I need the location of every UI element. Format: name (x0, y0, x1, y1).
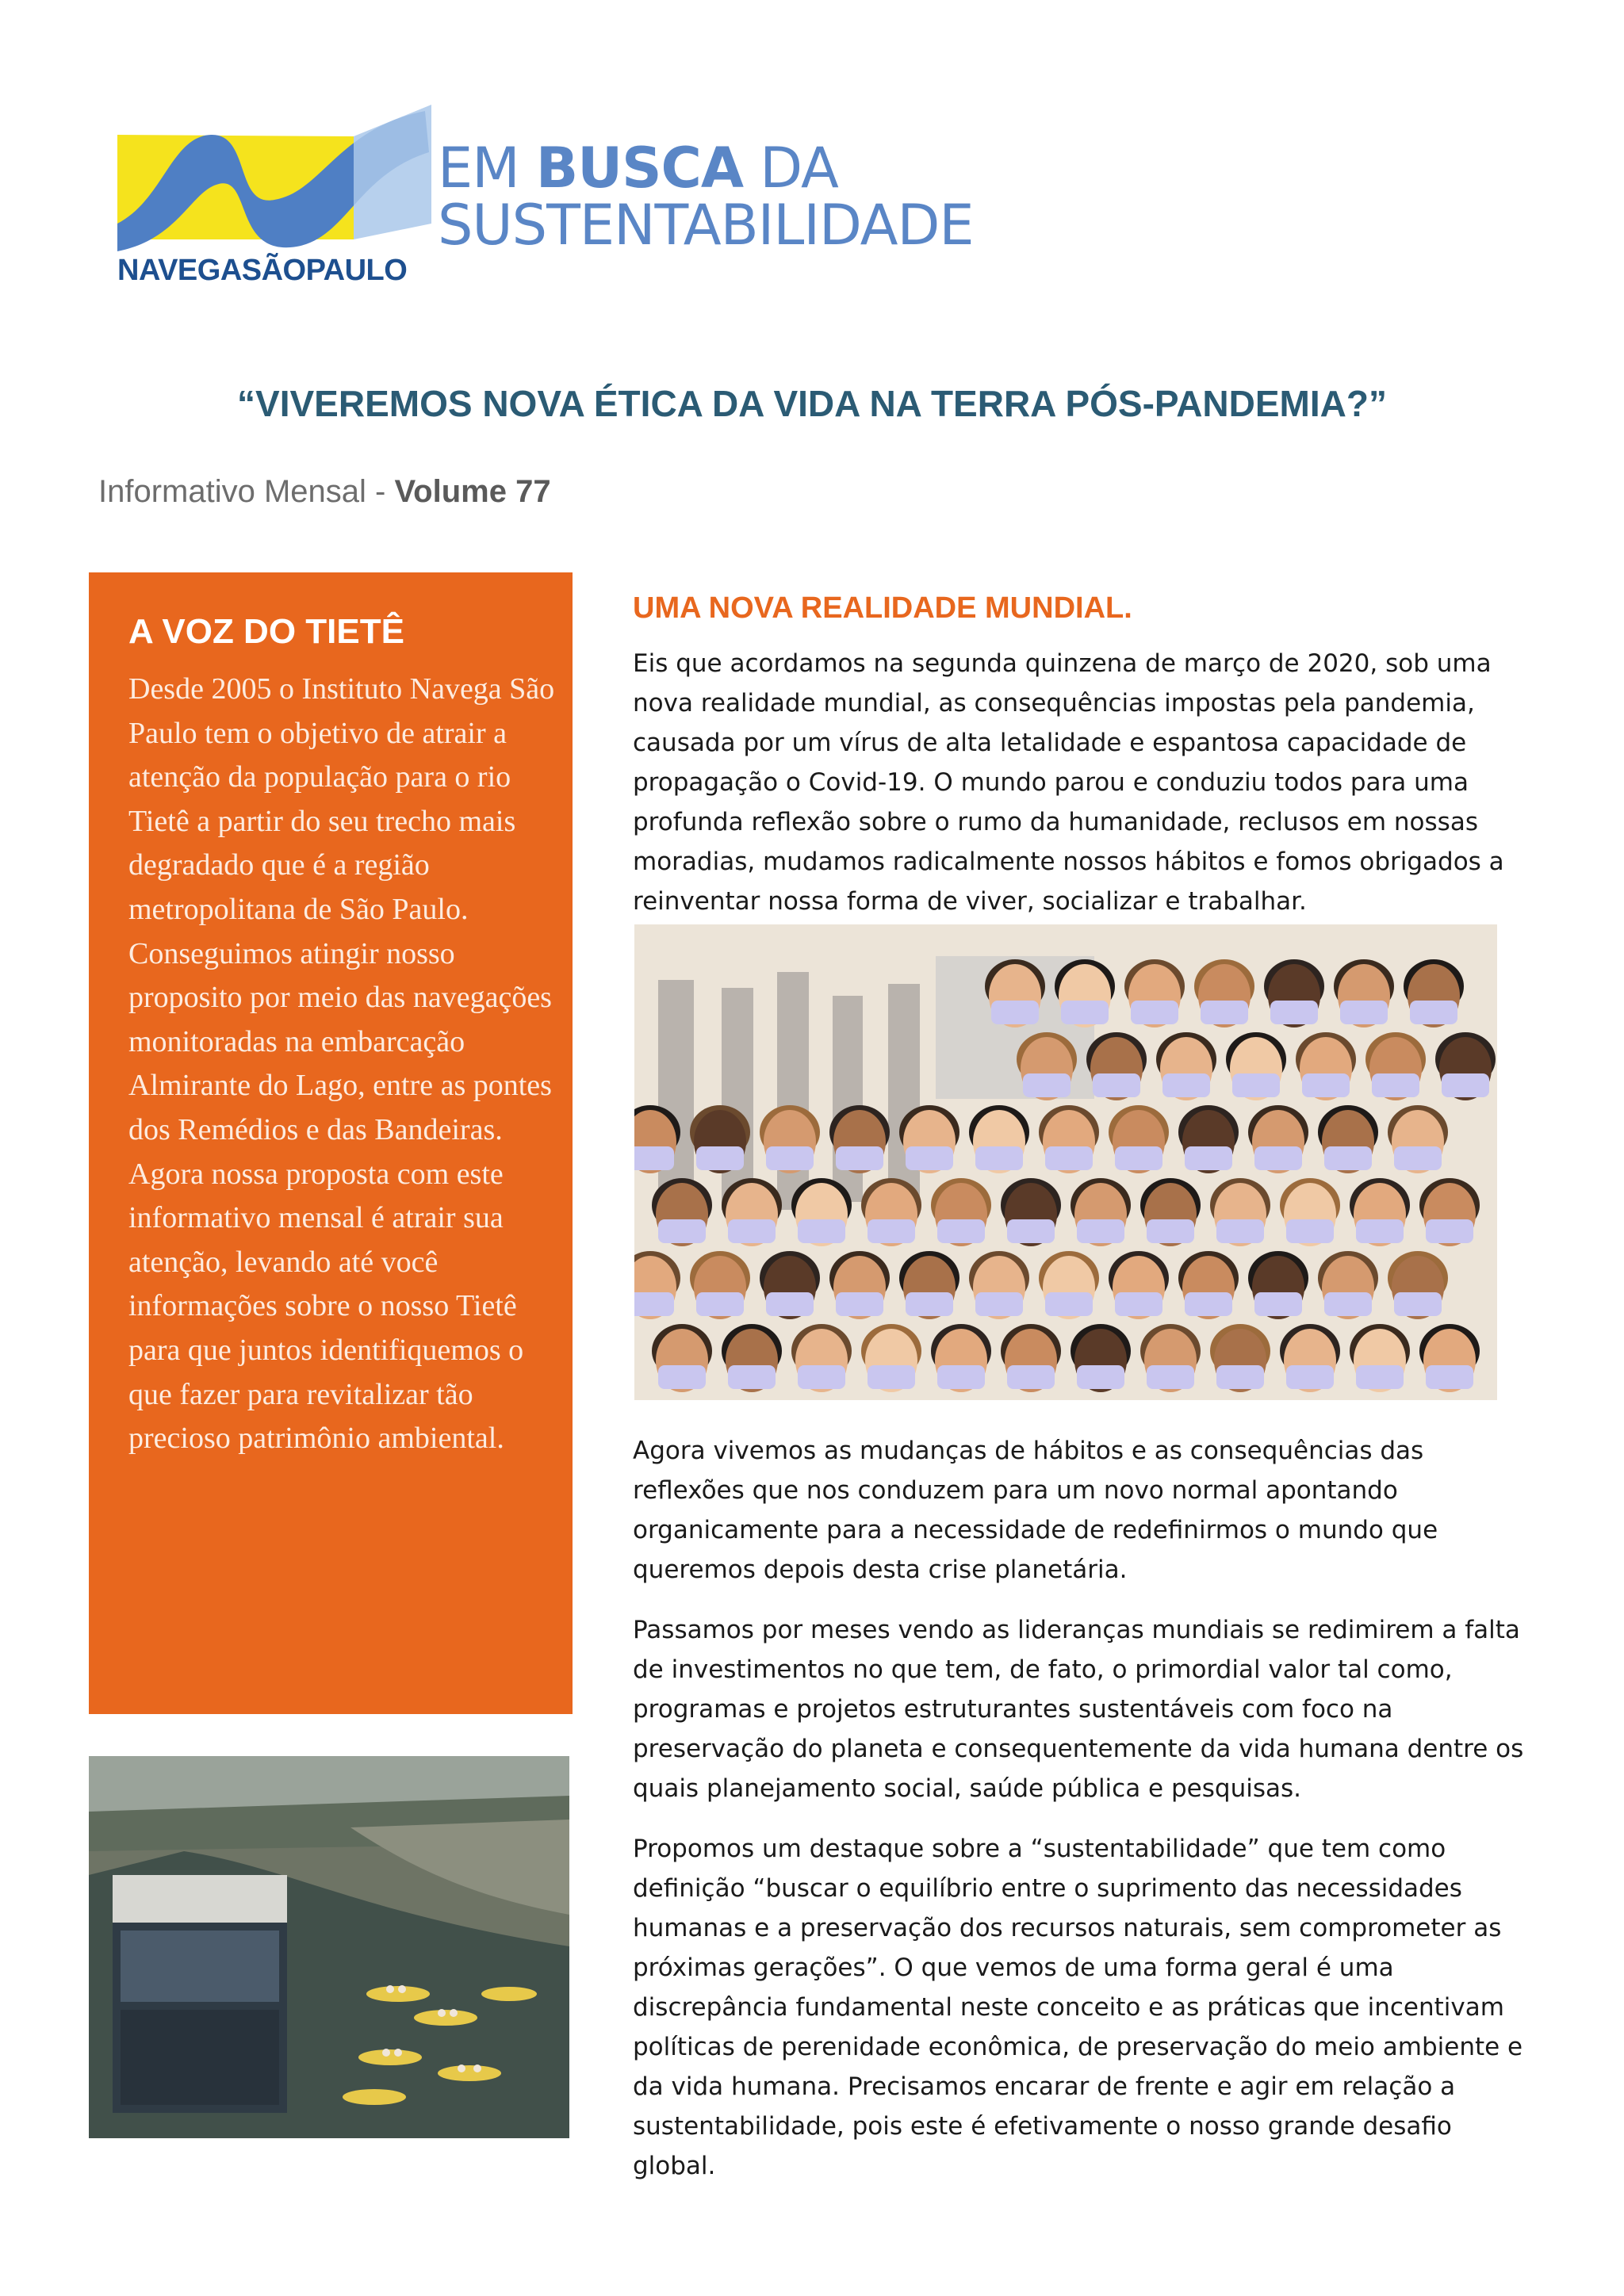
tagline-da: DA (743, 136, 838, 201)
masked-crowd-artwork (634, 924, 1497, 1400)
article-paragraph-4: Propomos um destaque sobre a “sustentabilidade” que tem como definição “buscar o equilíbrio entre o suprimento das necessidades humanas e a preservação dos recursos naturais, sem comprometer as próximas gerações”. O que vemos de uma forma geral é uma discrepância fundamental neste conceito e as práticas que incentivam políticas de perenidade econômica, de preservação do meio ambiente e da vida humana. Precisamos encarar de frente e agir em relação a sustentabilidade, pois este é efetivamente o nosso grande desafio global. (633, 1835, 1523, 2180)
section-title: UMA NOVA REALIDADE MUNDIAL. (633, 591, 1132, 625)
tagline-busca: BUSCA (535, 136, 744, 201)
header-tagline (438, 136, 974, 258)
voz-do-tiete-title: A VOZ DO TIETÊ (128, 612, 404, 651)
logo-org-part1: NAVEGA (117, 254, 242, 287)
logo-organization-name (117, 254, 407, 288)
voz-do-tiete-box (89, 572, 573, 1714)
subtitle-prefix: Informativo Mensal - (98, 474, 395, 509)
article-paragraph-1: Eis que acordamos na segunda quinzena de março de 2020, sob uma nova realidade mundial, as consequências impostas pela pandemia, causada por um vírus de alta letalidade e espantosa capacidade de propagação o Covid-19. O mundo parou e conduziu todos para uma profunda reflexão sobre o rumo da humanidade, reclusos em nossas moradias, mudamos radicalmente nossos hábitos e fomos obrigados a reinventar nossa forma de viver, socializar e trabalhar. (633, 649, 1504, 916)
river-boat-photo (89, 1756, 569, 2138)
tagline-sustentabilidade: SUSTENTABILIDADE (438, 193, 974, 258)
page-title: “VIVEREMOS NOVA ÉTICA DA VIDA NA TERRA PÓS-PANDEMIA?” (237, 383, 1387, 424)
subtitle-volume: Volume 77 (394, 474, 551, 509)
logo-org-part2: SÃOPAULO (241, 254, 408, 287)
voz-do-tiete-text: Desde 2005 o Instituto Navega São Paulo tem o objetivo de atrair a atenção da população para o rio Tietê a partir do seu trecho mais degradado que é a região metropolitana de São Paulo. Conseguimos atingir nosso proposito por meio das navegações monitoradas na embarcação Almirante do Lago, entre as pontes dos Remédios e das Bandeiras. Agora nossa proposta com este informativo mensal é atrair sua atenção, levando até você informações sobre o nosso Tietê para que juntos identifiquemos o que fazer para revitalizar tão precioso patrimônio ambiental. (128, 672, 555, 1456)
tagline-em: EM (438, 136, 536, 201)
newsletter-subtitle (98, 474, 551, 510)
article-paragraph-3: Passamos por meses vendo as lideranças mundiais se redimirem a falta de investimentos no que tem, de fato, o primordial valor tal como, programas e projetos estruturantes sustentáveis com foco na preservação do planeta e consequentemente da vida humana dentre os quais planejamento social, saúde pública e pesquisas. (633, 1616, 1524, 1803)
article-paragraph-2: Agora vivemos as mudanças de hábitos e as consequências das reflexões que nos conduzem para um novo normal apontando organicamente para a necessidade de redefinirmos o mundo que queremos depois desta crise planetária. (633, 1437, 1438, 1584)
